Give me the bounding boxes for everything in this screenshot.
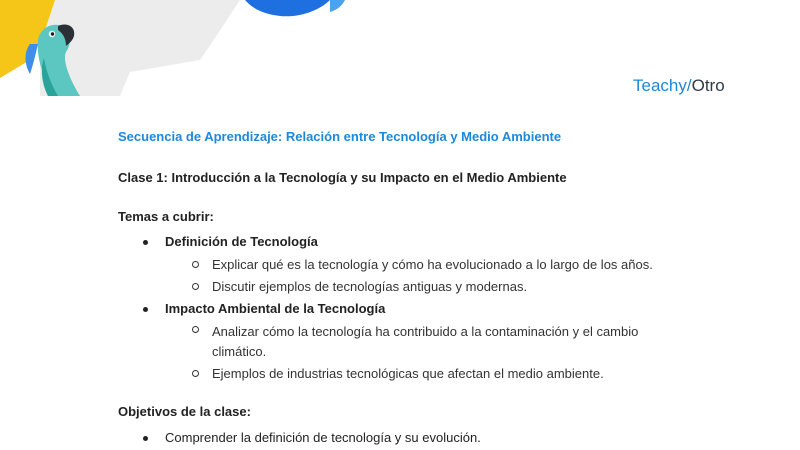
bullet-icon [143,240,148,245]
topic-title-text: Definición de Tecnología [165,234,318,249]
topic-item [212,322,692,362]
topic-title-text: Impacto Ambiental de la Tecnología [165,301,386,316]
topic-item-text: Analizar cómo la tecnología ha contribuido a la contaminación y el cambio climático. [212,324,639,359]
topic-item-text: Discutir ejemplos de tecnologías antiguas y modernas. [212,279,528,294]
bullet-icon [143,436,148,441]
topic-item [212,279,527,294]
topics-heading: Temas a cubrir: [118,209,214,224]
topic-item-text: Ejemplos de industrias tecnológicas que afectan el medio ambiente. [212,366,604,381]
objectives-heading: Objetivos de la clase: [118,404,251,419]
brand-logo [633,76,725,96]
sub-bullet-icon [192,283,199,290]
sequence-title: Secuencia de Aprendizaje: Relación entre Tecnología y Medio Ambiente [118,129,562,144]
topic-title [165,301,385,316]
objective-item [165,430,481,445]
class-title: Clase 1: Introducción a la Tecnología y su Impacto en el Medio Ambiente [118,170,567,185]
topic-item-text: Explicar qué es la tecnología y cómo ha evolucionado a lo largo de los años. [212,257,653,272]
sub-bullet-icon [192,326,199,333]
brand-name-part2: Otro [691,76,725,95]
bullet-icon [143,307,148,312]
objective-item-text: Comprender la definición de tecnología y su evolución. [165,430,481,445]
sub-bullet-icon [192,261,199,268]
brand-name-part1: Teachy/ [633,76,692,95]
topic-item [212,257,653,272]
topic-item [212,366,604,381]
topic-title [165,234,318,249]
sub-bullet-icon [192,370,199,377]
